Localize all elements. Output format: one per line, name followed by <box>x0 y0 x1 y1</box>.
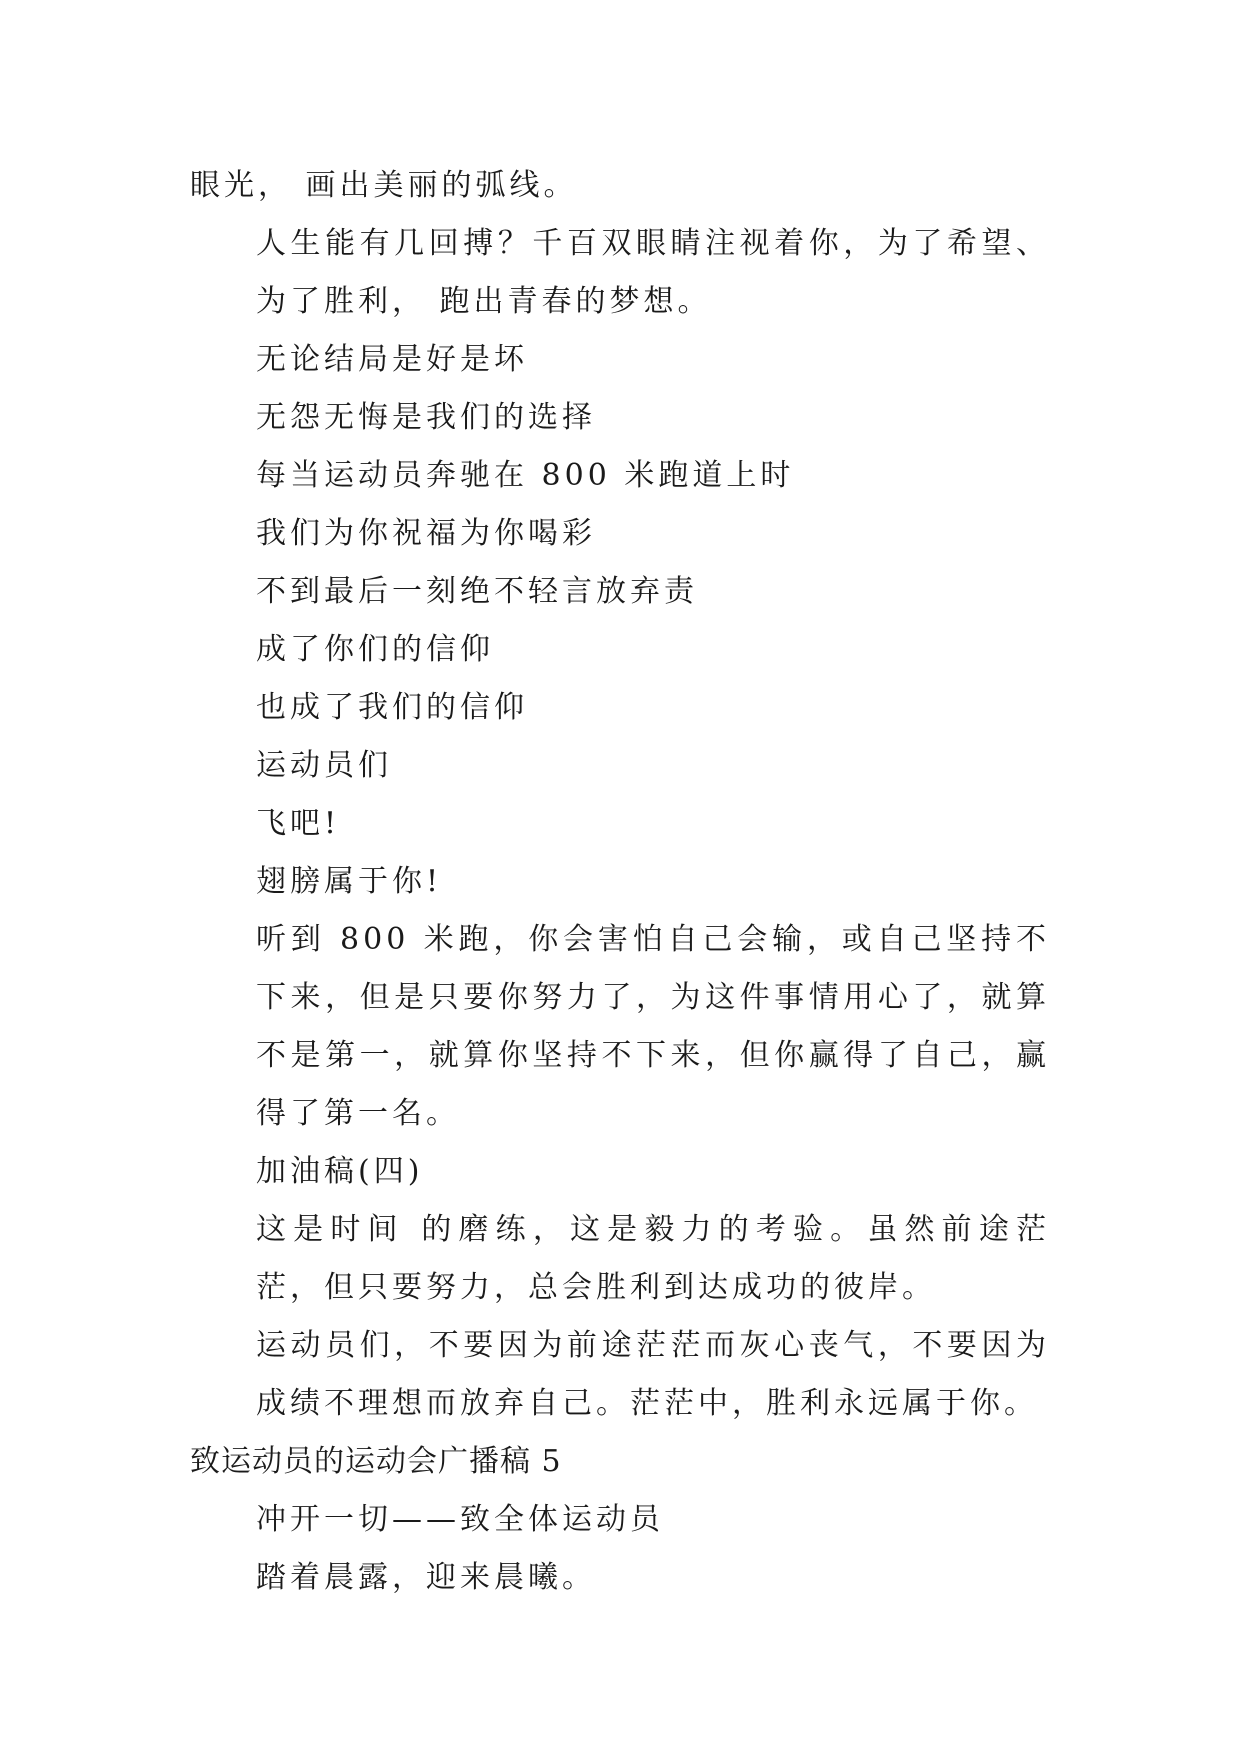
paragraph: 运动员们，不要因为前途茫茫而灰心丧气，不要因为成绩不理想而放弃自己。茫茫中，胜利永远属于你。 <box>256 1328 1050 1421</box>
document-body <box>190 157 1050 1607</box>
poem-line: 无论结局是好是坏 <box>256 342 528 377</box>
poem-line: 无怨无悔是我们的选择 <box>256 400 596 435</box>
poem-line: 翅膀属于你! <box>256 864 443 899</box>
poem-line: 每当运动员奔驰在 800 米跑道上时 <box>256 458 795 493</box>
paragraph-line: 眼光， 画出美丽的弧线。 <box>190 168 578 203</box>
poem-line: 运动员们 <box>256 748 392 783</box>
article-title: 致运动员的运动会广播稿 5 <box>190 1444 562 1479</box>
poem-line: 不到最后一刻绝不轻言放弃责 <box>256 574 698 609</box>
poem-line: 成了你们的信仰 <box>256 632 494 667</box>
poem-line: 也成了我们的信仰 <box>256 690 528 725</box>
paragraph: 听到 800 米跑，你会害怕自己会输，或自己坚持不下来，但是只要你努力了，为这件事情用心了，就算不是第一，就算你坚持不下来，但你赢得了自己，赢得了第一名。 <box>256 922 1050 1131</box>
article-subtitle: 冲开一切——致全体运动员 <box>256 1502 664 1537</box>
paragraph-line: 踏着晨露，迎来晨曦。 <box>256 1560 596 1595</box>
paragraph: 人生能有几回搏？千百双眼睛注视着你，为了希望、为了胜利， 跑出青春的梦想。 <box>256 226 1050 319</box>
paragraph: 这是时间 的磨练，这是毅力的考验。虽然前途茫茫，但只要努力，总会胜利到达成功的彼岸。 <box>256 1212 1050 1305</box>
poem-line: 我们为你祝福为你喝彩 <box>256 516 596 551</box>
poem-line: 飞吧! <box>256 806 341 841</box>
section-heading: 加油稿(四) <box>256 1154 424 1189</box>
